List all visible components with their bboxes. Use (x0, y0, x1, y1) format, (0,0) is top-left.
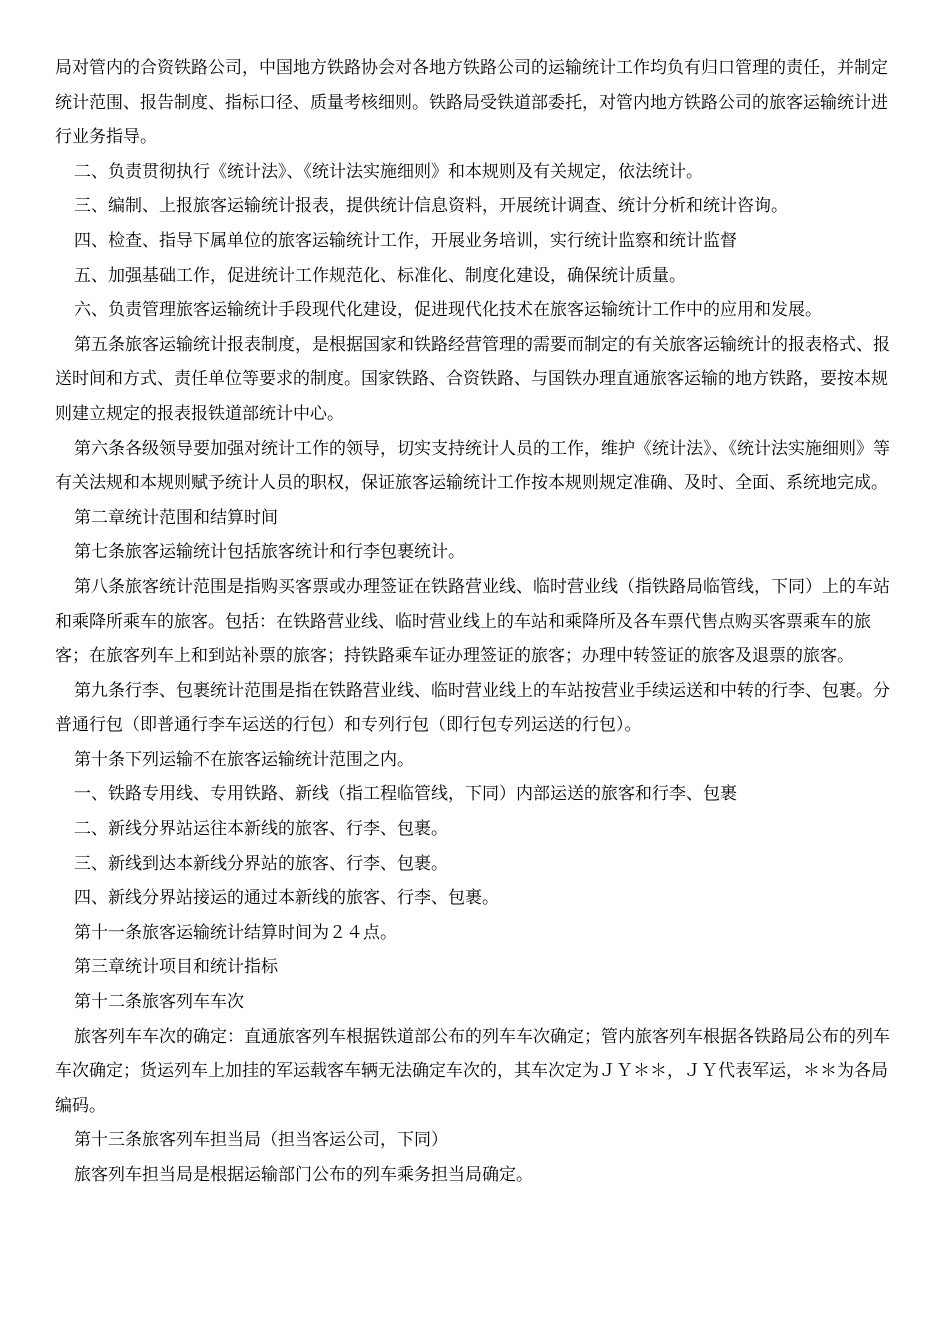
article-8-paragraph: 第八条旅客统计范围是指购买客票或办理签证在铁路营业线、临时营业线（指铁路局临管线，下同）上的车站和乘降所乘车的旅客。包括：在铁路营业线、临时营业线上的车站和乘降所及各车票代售点购买客票乘车的旅客；在旅客列车上和到站补票的旅客；持铁路乘车证办理签证的旅客；办理中转签证的旅客及退票的旅客。 (55, 576, 890, 667)
article-5-paragraph: 第五条旅客运输统计报表制度，是根据国家和铁路经营管理的需要而制定的有关旅客运输统计的报表格式、报送时间和方式、责任单位等要求的制度。国家铁路、合资铁路、与国铁办理直通旅客运输的地方铁路，要按本规则建立规定的报表报铁道部统计中心。 (55, 334, 890, 424)
article-10-item-2: 二、新线分界站运往本新线的旅客、行李、包裹。 (74, 819, 448, 840)
article-10-item-4: 四、新线分界站接运的通过本新线的旅客、行李、包裹。 (74, 888, 499, 909)
article-13-heading: 第十三条旅客列车担当局（担当客运公司，下同） (74, 1130, 448, 1151)
article-9-paragraph: 第九条行李、包裹统计范围是指在铁路营业线、临时营业线上的车站按营业手续运送和中转的行李、包裹。分普通行包（即普通行李车运送的行包）和专列行包（即行包专列运送的行包）。 (55, 680, 890, 736)
paragraph-6: 六、负责管理旅客运输统计手段现代化建设，促进现代化技术在旅客运输统计工作中的应用和发展。 (74, 300, 822, 321)
article-10-item-1: 一、铁路专用线、专用铁路、新线（指工程临管线，下同）内部运送的旅客和行李、包裹 (74, 784, 737, 805)
article-10-paragraph: 第十条下列运输不在旅客运输统计范围之内。 (74, 749, 414, 770)
article-10-item-3: 三、新线到达本新线分界站的旅客、行李、包裹。 (74, 853, 448, 874)
paragraph-4: 四、检查、指导下属单位的旅客运输统计工作，开展业务培训，实行统计监察和统计监督 (74, 230, 737, 251)
chapter-3-heading: 第三章统计项目和统计指标 (74, 957, 278, 978)
article-12-paragraph: 旅客列车车次的确定：直通旅客列车根据铁道部公布的列车车次确定；管内旅客列车根据各铁路局公布的列车车次确定；货运列车上加挂的军运载客车辆无法确定车次的，其车次定为ＪＹ＊＊，ＪＹ代表军运，＊＊为各局编码。 (55, 1026, 890, 1116)
paragraph-1: 局对管内的合资铁路公司，中国地方铁路协会对各地方铁路公司的运输统计工作均负有归口管理的责任，并制定统计范围、报告制度、指标口径、质量考核细则。铁路局受铁道部委托，对管内地方铁路公司的旅客运输统计进行业务指导。 (55, 58, 888, 148)
paragraph-2: 二、负责贯彻执行《统计法》、《统计法实施细则》和本规则及有关规定，依法统计。 (74, 161, 703, 182)
paragraph-5: 五、加强基础工作，促进统计工作规范化、标准化、制度化建设，确保统计质量。 (74, 265, 686, 286)
article-6-paragraph: 第六条各级领导要加强对统计工作的领导，切实支持统计人员的工作，维护《统计法》、《统计法实施细则》等有关法规和本规则赋予统计人员的职权，保证旅客运输统计工作按本规则规定准确、及时、全面、系统地完成。 (55, 438, 890, 494)
article-12-heading: 第十二条旅客列车车次 (74, 992, 244, 1013)
article-13-paragraph: 旅客列车担当局是根据运输部门公布的列车乘务担当局确定。 (74, 1165, 533, 1185)
document-page (55, 51, 895, 1193)
chapter-2-heading: 第二章统计范围和结算时间 (74, 507, 278, 528)
article-11-paragraph: 第十一条旅客运输统计结算时间为２４点。 (74, 922, 397, 943)
paragraph-3: 三、编制、上报旅客运输统计报表，提供统计信息资料，开展统计调查、统计分析和统计咨询。 (74, 196, 788, 217)
article-7-paragraph: 第七条旅客运输统计包括旅客统计和行李包裹统计。 (74, 542, 465, 563)
